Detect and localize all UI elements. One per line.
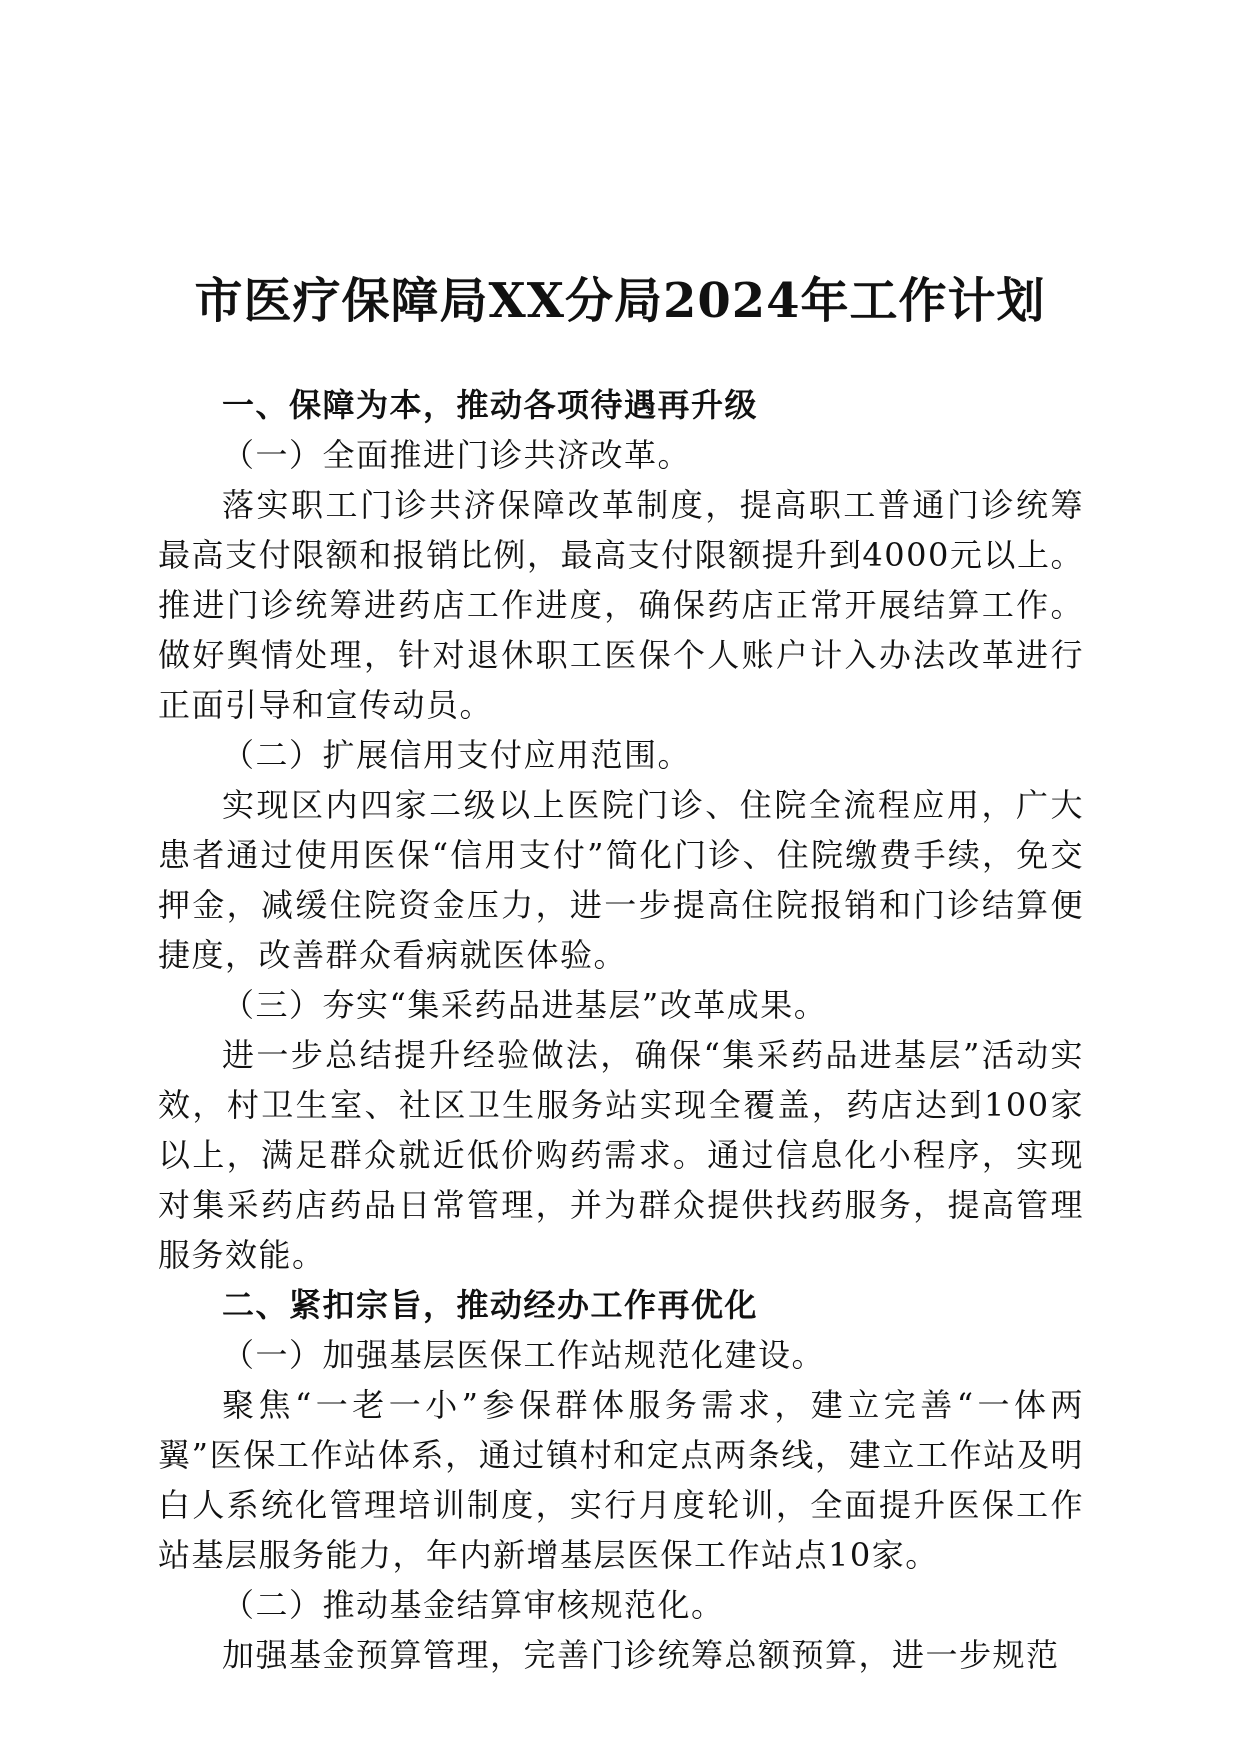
section-1 [158, 380, 1084, 1280]
paragraph: 进一步总结提升经验做法，确保“集采药品进基层”活动实效，村卫生室、社区卫生服务站实现全覆盖，药店达到100家以上，满足群众就近低价购药需求。通过信息化小程序，实现对集采药店药品日常管理，并为群众提供找药服务，提高管理服务效能。 [158, 1036, 1084, 1274]
document-title: 市医疗保障局XX分局2024年工作计划 [194, 273, 1046, 329]
section-heading: 二、紧扣宗旨，推动经办工作再优化 [222, 1286, 759, 1324]
section-2 [158, 1280, 1084, 1680]
subsection-heading: （一）全面推进门诊共济改革。 [222, 436, 692, 474]
section-heading: 一、保障为本，推动各项待遇再升级 [222, 386, 759, 424]
paragraph: 实现区内四家二级以上医院门诊、住院全流程应用，广大患者通过使用医保“信用支付”简化门诊、住院缴费手续，免交押金，减缓住院资金压力，进一步提高住院报销和门诊结算便捷度，改善群众看病就医体验。 [158, 786, 1084, 974]
document-body [158, 380, 1084, 1680]
subsection-heading: （二）扩展信用支付应用范围。 [222, 736, 692, 774]
subsection-heading: （二）推动基金结算审核规范化。 [222, 1586, 725, 1624]
paragraph: 聚焦“一老一小”参保群体服务需求，建立完善“一体两翼”医保工作站体系，通过镇村和定点两条线，建立工作站及明白人系统化管理培训制度，实行月度轮训，全面提升医保工作站基层服务能力，年内新增基层医保工作站点10家。 [158, 1386, 1084, 1574]
subsection-heading: （三）夯实“集采药品进基层”改革成果。 [222, 986, 828, 1024]
paragraph: 加强基金预算管理，完善门诊统筹总额预算，进一步规范 [222, 1636, 1060, 1674]
paragraph: 落实职工门诊共济保障改革制度，提高职工普通门诊统筹最高支付限额和报销比例，最高支付限额提升到4000元以上。推进门诊统筹进药店工作进度，确保药店正常开展结算工作。做好舆情处理，针对退休职工医保个人账户计入办法改革进行正面引导和宣传动员。 [158, 486, 1084, 724]
subsection-heading: （一）加强基层医保工作站规范化建设。 [222, 1336, 826, 1374]
